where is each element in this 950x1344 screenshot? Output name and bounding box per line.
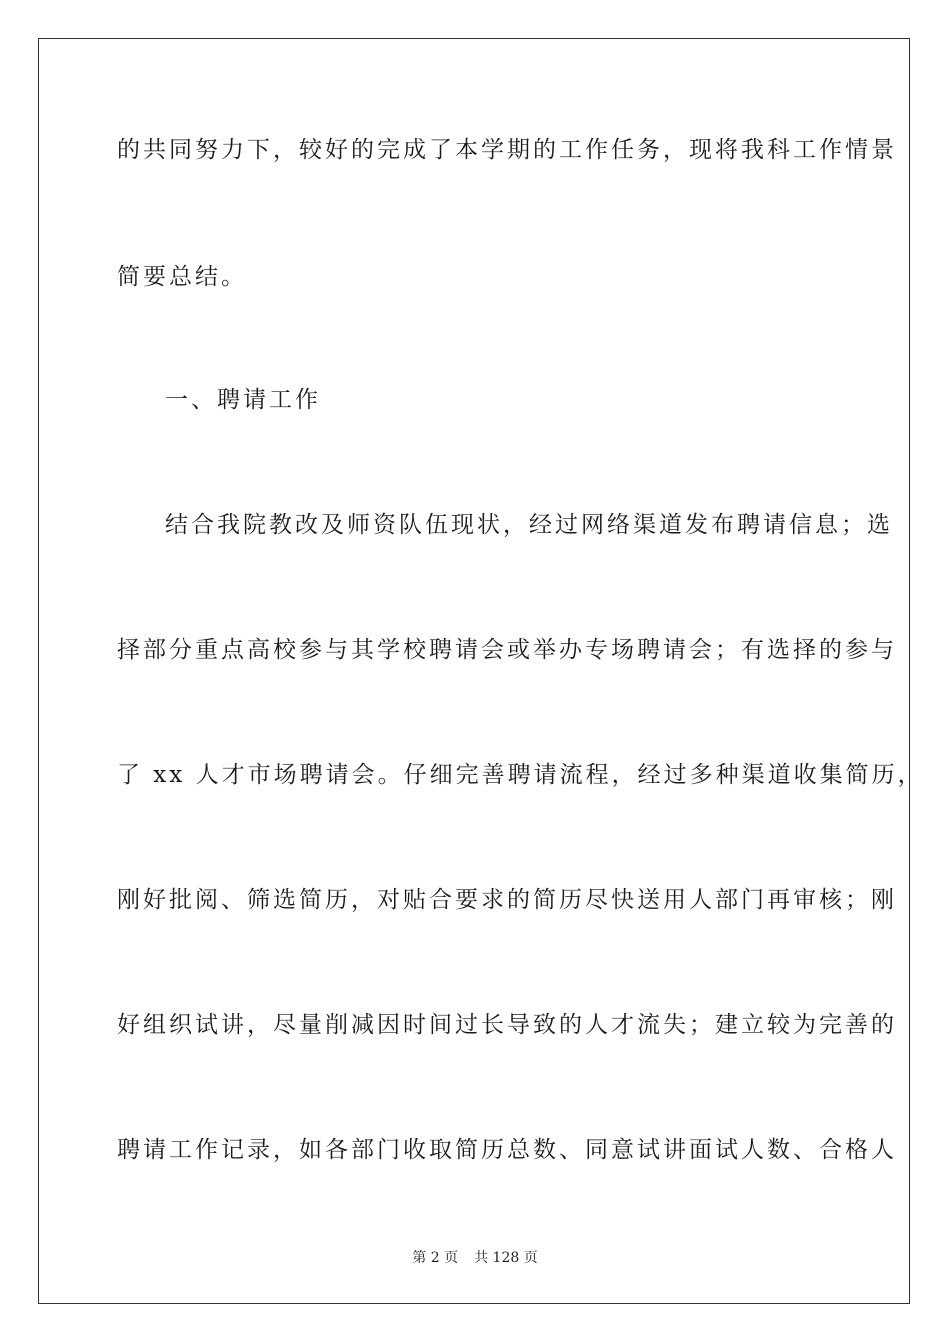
page-total: 共 128 页 bbox=[474, 1250, 538, 1266]
paragraph-first-line: 结合我院教改及师资队伍现状，经过网络渠道发布聘请信息；选 bbox=[165, 512, 893, 538]
body-text-line: 刚好批阅、筛选简历，对贴合要求的简历尽快送用人部门再审核；刚 bbox=[117, 887, 897, 913]
body-text-line: 择部分重点高校参与其学校聘请会或举办专场聘请会；有选择的参与 bbox=[117, 637, 897, 663]
page-border bbox=[38, 38, 910, 1304]
body-text-line: 的共同努力下，较好的完成了本学期的工作任务，现将我科工作情景 bbox=[117, 137, 897, 163]
section-heading: 一、聘请工作 bbox=[165, 387, 321, 413]
page-number: 第 2 页 bbox=[412, 1250, 459, 1266]
page-footer bbox=[0, 1247, 950, 1267]
body-text-line: 了 xx 人才市场聘请会。仔细完善聘请流程，经过多种渠道收集简历， bbox=[117, 762, 924, 788]
body-text-line: 聘请工作记录，如各部门收取简历总数、同意试讲面试人数、合格人 bbox=[117, 1137, 897, 1163]
body-text-line: 好组织试讲，尽量削减因时间过长导致的人才流失；建立较为完善的 bbox=[117, 1012, 897, 1038]
body-text-line: 简要总结。 bbox=[117, 264, 247, 290]
